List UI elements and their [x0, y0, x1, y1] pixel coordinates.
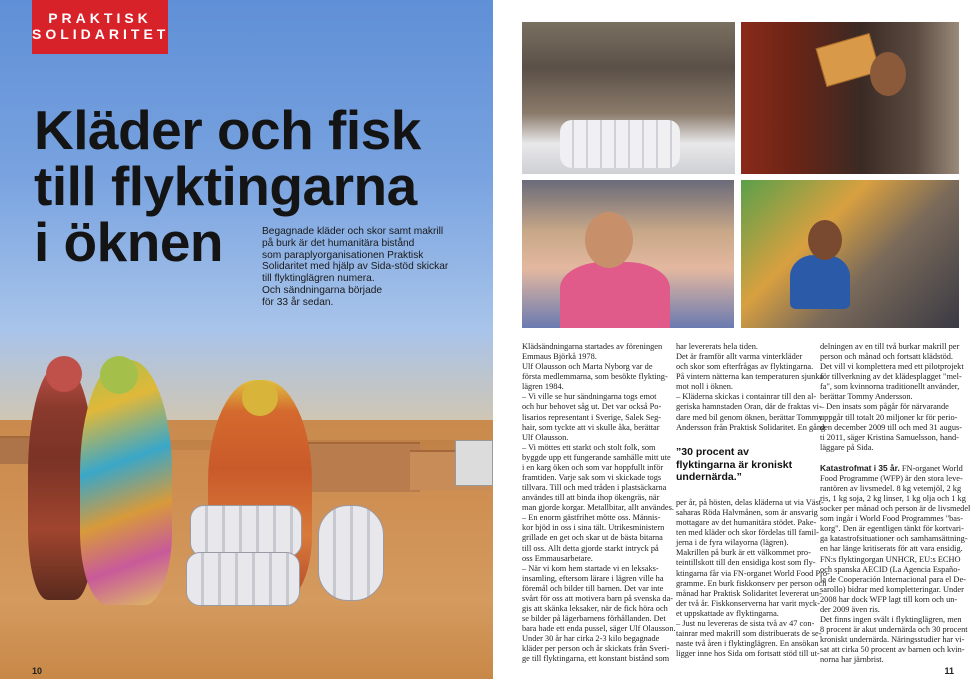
text-line: – Vi ville se hur sändningarna togs emot: [522, 392, 657, 402]
photo-boy-trying-shoes: [741, 180, 959, 328]
text-line: kläder per person och år skickats från Sveri-: [522, 644, 670, 654]
child-clothing: [560, 262, 670, 328]
text-line: månad har Praktisk Solidaritet levererat un-: [676, 588, 822, 598]
text-line: 8 procent är akut undernärda och 30 procent: [820, 625, 968, 635]
pull-quote-line: flyktingarna är kroniskt: [676, 458, 793, 471]
text-line: der två år. Fiskkonserverna har varit myck-: [676, 598, 820, 608]
lede-paragraph: [262, 226, 462, 309]
text-line: berättar Tommy Andersson.: [820, 392, 913, 402]
text-line: Ulf Olausson och Marta Nyborg var de: [522, 362, 653, 372]
text-line: saharas Röda Halvmånen, som är ansvarig: [676, 508, 818, 518]
text-line: Ulf Olausson.: [522, 432, 569, 442]
text-line: har levererats hela tiden.: [676, 342, 759, 351]
text-line: ris, 1 kg soja, 2 kg linser, 1 kg olja och 1 kg: [820, 494, 966, 504]
text-line: ligger inne hos Sida om fortsatt stöd till ut-: [676, 649, 820, 659]
text-line: oss Emmausarbetare.: [522, 553, 593, 563]
text-line: norna har järnbrist.: [820, 655, 884, 665]
text-line: och skor som efterfrågas av flyktingarna.: [676, 362, 814, 372]
headscarf: [242, 380, 278, 416]
text-line: der 2009 även ris.: [820, 604, 880, 614]
text-line: en har länge kritiserats för att vara ensidig.: [820, 544, 963, 554]
lede-line: till flyktinglägren numera.: [262, 273, 375, 285]
text-line: FN:s flyktingorgan UNHCR, EU:s ECHO: [820, 554, 961, 564]
page-number-right: 11: [944, 666, 954, 676]
column-2-top: [676, 342, 826, 433]
text-line: geriska hamnstaden Oran, där de fraktas vi-: [676, 402, 822, 412]
boy-clothing: [790, 255, 850, 309]
text-line: svårt för oss att motivera barn på svenska da-: [522, 593, 674, 603]
text-line: – Kläderna skickas i containrar till den al-: [676, 392, 817, 402]
text-line: 2008 har dock WFP lagt till korn och un-: [820, 594, 958, 604]
pull-quote-line: undernärda.”: [676, 471, 742, 484]
text-line: hair, som tyckte att vi skulle åka, berättar: [522, 422, 660, 432]
text-line: den december 2009 till och med 31 augus-: [820, 422, 963, 432]
text-line: lägren 1984.: [522, 382, 564, 392]
text-line: Det är framför allt varma vinterkläder: [676, 352, 803, 362]
lede-line: Begagnade kläder och skor samt makrill: [262, 226, 444, 237]
text-line: byggde upp ett fungerande samhälle mitt ute: [522, 452, 671, 462]
text-line: ga katastrofsituationer och samhamsättning-: [820, 534, 968, 544]
text-line: Food Programme (WFP) är den stora leve-: [820, 473, 963, 483]
section-label-line2: SOLIDARITET: [32, 26, 170, 42]
section-label-line1: PRAKTISK: [48, 10, 152, 26]
text-line: föremål och bilder till barnen. Det var inte: [522, 583, 664, 593]
text-line: rantören av livsmedel. 8 kg vetemjöl, 2 kg: [820, 484, 962, 494]
text-line: bara hade ett enda pussel, säger Ulf Olausson.: [522, 624, 676, 634]
text-line: i en karg öken och som var hoppfullt inför: [522, 462, 664, 472]
text-line: ti 2011, säger Kristina Samuelsson, hand-: [820, 432, 959, 442]
text-line: fa", som kvinnorna traditionellt använder,: [820, 382, 960, 392]
text-line: till oss. Allt detta gjorde starkt intryck på: [522, 543, 659, 553]
text-line: korg". Den är egentligen tänkt för kortvari-: [820, 524, 964, 534]
text-line: socker per månad och person är de livsmedel: [820, 504, 970, 514]
child-face: [585, 212, 633, 268]
text-line: för tillverkning av det klädesplagget "mel-: [820, 372, 962, 382]
text-line: På vintern nätterna kan temperaturen sjunka: [676, 372, 824, 382]
text-line: [820, 462, 963, 474]
text-line: et uppskattade av flyktingarna.: [676, 608, 779, 618]
subhead-continuation: FN-organet World: [899, 463, 963, 473]
text-line: naste två åren i flyktinglägren. En ansökan: [676, 639, 819, 649]
clothing-bale: [560, 120, 680, 168]
headscarf: [46, 356, 82, 392]
text-line: framtiden. Varje sak som vi skickade togs: [522, 473, 662, 483]
text-line: tainrar med makrill som distribuerats de se-: [676, 629, 822, 639]
text-line: jerna i de fyra wilayorna (lägren).: [676, 538, 789, 548]
text-line: ktingarna får via FN-organet World Food Pro-: [676, 568, 830, 578]
text-line: ten med kläder och skor fördelas till famil-: [676, 528, 819, 538]
lede-line: Solidaritet med hjälp av Sida-stöd skickar: [262, 261, 449, 273]
text-line: Det vill vi komplettera med ett pilotprojekt: [820, 362, 964, 372]
text-line: och hur behovet såg ut. Det var också Po-: [522, 402, 662, 412]
text-line: Under 30 år har cirka 2-3 kilo begagnade: [522, 634, 660, 644]
column-3-bottom: [820, 462, 970, 666]
text-line: mot noll i öknen.: [676, 382, 734, 392]
headline-line-1: Kläder och fisk: [34, 99, 421, 161]
text-line: – När vi kom hem startade vi en leksaks-: [522, 563, 659, 573]
clothing-bale: [190, 505, 302, 557]
text-line: lisarios representant i Sverige, Salek Seg-: [522, 412, 662, 422]
text-line: insamling, eftersom lärare i lägren ville ha: [522, 573, 664, 583]
article-column-1: [522, 342, 676, 665]
text-line: uppgår till totalt 20 miljoner kr för perio-: [820, 412, 958, 422]
man-face: [870, 52, 906, 96]
text-line: per år, på hösten, delas kläderna ut via Väst-: [676, 498, 824, 507]
text-line: gramme. En burk fiskkonserv per person och: [676, 578, 827, 588]
text-line: första medlemmarna, som besökte flykting-: [522, 372, 668, 382]
lede-line: för 33 år sedan.: [262, 296, 334, 308]
boy-face: [808, 220, 842, 260]
section-label: [32, 0, 168, 54]
text-line: – Just nu levereras de sista två av 47 con-: [676, 618, 815, 628]
text-line: – Den insats som pågår för närvarande: [820, 402, 949, 412]
article-column-2: [676, 342, 826, 433]
clothing-bale: [186, 552, 300, 606]
page-number-left: 10: [32, 666, 43, 676]
text-line: – Vi möttes ett starkt och stolt folk, som: [522, 442, 656, 452]
mud-building: [300, 442, 420, 492]
text-line: man gjorde korgar. Metallbitar, allt användes.: [522, 503, 674, 513]
text-line: la de Cooperación Internacional para el De-: [820, 574, 966, 584]
text-line: sat att cirka 50 procent av barnen och kvin-: [820, 645, 965, 655]
lede-line: Och sändningarna började: [262, 284, 383, 296]
text-line: kroniskt undernärda. Näringsstudier har vi-: [820, 635, 965, 645]
pull-quote: [676, 446, 816, 484]
text-line: Klädsändningarna startades av föreningen: [522, 342, 663, 351]
text-line: kor bjöd in oss i sina tält. Utrikesministern: [522, 523, 665, 533]
text-line: Makrillen på burk är ett välkommet pro-: [676, 548, 811, 558]
text-line: Andersson från Praktisk Solidaritet. En gång: [676, 422, 826, 432]
text-line: delningen av en till två burkar makrill per: [820, 342, 960, 351]
text-line: dare med bil genom öknen, berättar Tommy: [676, 412, 823, 422]
lede-line: på burk är det humanitära bistånd: [262, 237, 415, 249]
text-line: tillvara. Till och med tråden i plastsäckarna: [522, 483, 667, 493]
headline-line-2: till flyktingarna: [34, 155, 417, 217]
column-3-top: [820, 342, 964, 453]
text-line: som ingår i World Food Programmes "bas-: [820, 514, 964, 524]
article-column-2-bottom: [676, 498, 830, 659]
text-line: Det finns ingen svält i flyktinglägren, men: [820, 615, 962, 625]
woman-figure: [80, 360, 172, 605]
headscarf: [100, 356, 138, 394]
text-line: person och månad och fortsatt klädstöd.: [820, 352, 954, 362]
pull-quote-line: ”30 procent av: [676, 446, 749, 458]
text-line: Emmaus Björkå 1978.: [522, 352, 597, 362]
text-line: ge till flyktingarna, ett konstant bistånd som: [522, 654, 670, 664]
clothing-bale: [318, 505, 384, 601]
text-line: – En enorm gästfrihet mötte oss. Männis-: [522, 513, 661, 523]
text-line: användes till att binda ihop ökengräs, när: [522, 493, 660, 503]
text-line: sarollo) bidrar med kompletteringar. Under: [820, 584, 964, 594]
paragraph-gap: [820, 453, 960, 463]
lede-line: som paraplyorganisationen Praktisk: [262, 249, 424, 261]
text-line: och spanska AECID (La Agencia Españo-: [820, 564, 961, 574]
text-line: gis att skänka leksaker, när de fick höra och: [522, 604, 668, 614]
text-line: läggare på Sida.: [820, 442, 874, 452]
subhead: Katastrofmat i 35 år.: [820, 462, 900, 473]
truck: [455, 440, 493, 486]
text-line: grillade en get och skar ut de bästa bitarna: [522, 533, 663, 543]
text-line: mottagare av det humanitära stödet. Pake-: [676, 518, 817, 528]
text-line: se bilder på lägerbarnens förhållanden. Det: [522, 614, 666, 624]
headline-line-3: i öknen: [34, 211, 224, 273]
article-column-3: [820, 342, 970, 665]
text-line: teintillskott till den ensidiga kost som fly-: [676, 558, 816, 568]
